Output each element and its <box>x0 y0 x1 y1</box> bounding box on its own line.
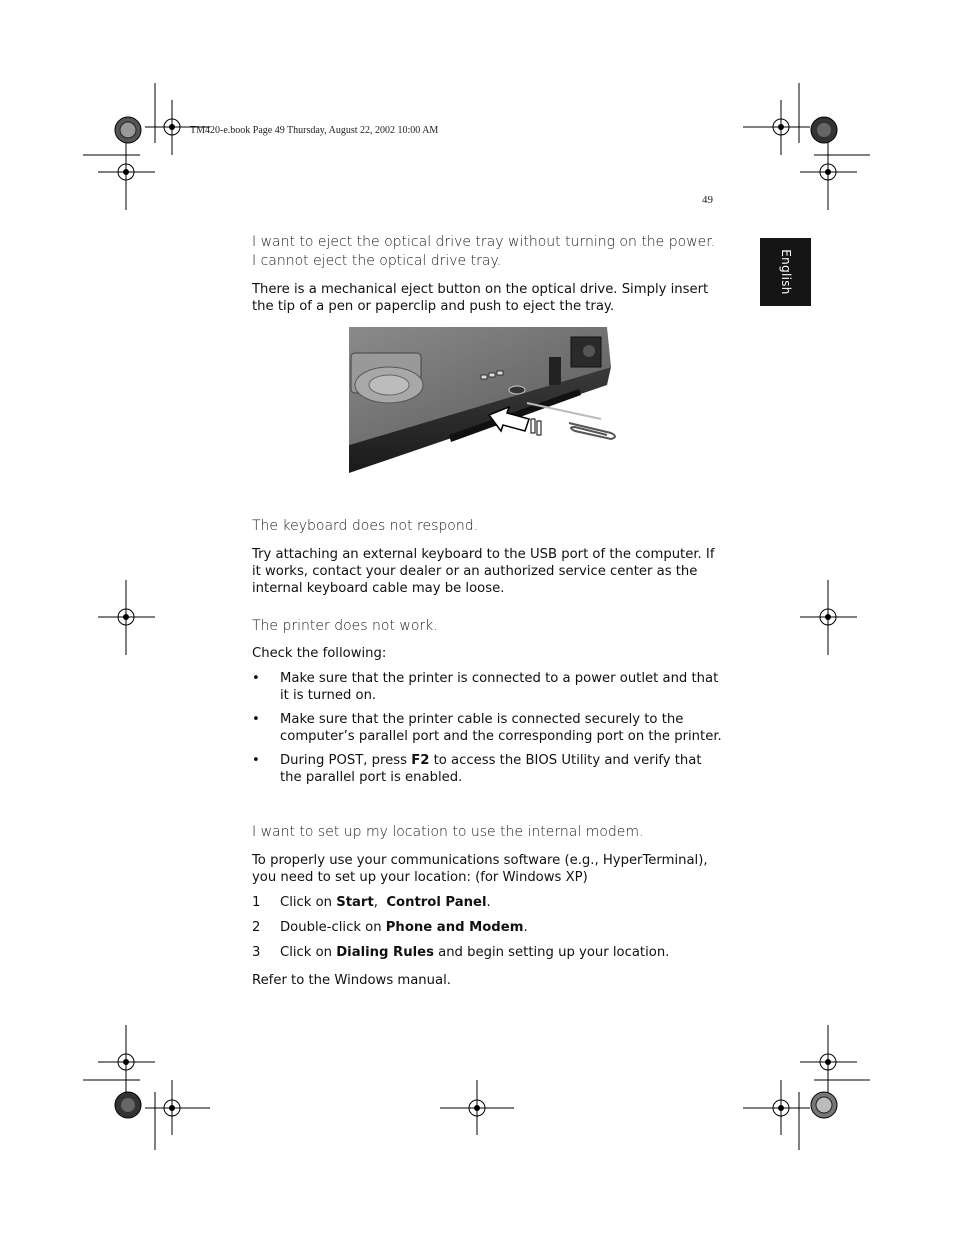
question-heading: The printer does not work. <box>252 618 438 634</box>
question-heading: I want to eject the optical drive tray without turning on the power. I cannot eject the optical drive tray. <box>252 234 716 269</box>
list-item-pre: During POST, press <box>280 753 412 768</box>
section-keyboard <box>252 517 722 597</box>
section-printer <box>252 617 722 786</box>
answer-text: There is a mechanical eject button on the optical drive. Simply insert the tip of a pen or paperclip and push to eject the tray. <box>252 282 709 314</box>
answer-text: To properly use your communications software (e.g., HyperTerminal), you need to set up your location: (for Windows XP) <box>252 853 708 885</box>
answer-text: Try attaching an external keyboard to the USB port of the computer. If it works, contact your dealer or an authorized service center as the internal keyboard cable may be loose. <box>252 547 715 596</box>
list-item-text: Make sure that the printer cable is connected securely to the computer’s parallel port and the corresponding port on the printer. <box>280 712 722 744</box>
step-item <box>252 919 722 936</box>
step-item <box>252 894 722 911</box>
closing-text: Refer to the Windows manual. <box>252 973 451 988</box>
step-text: Click on <box>280 895 337 910</box>
modem-steps <box>252 894 722 961</box>
list-item-post: to access the BIOS Utility and verify that the parallel port is enabled. <box>280 753 702 785</box>
ui-label: Control Panel <box>386 895 487 910</box>
page-number: 49 <box>702 194 713 206</box>
answer-text: Check the following: <box>252 646 387 661</box>
ui-label: Phone and Modem <box>385 920 524 935</box>
step-text: Click on <box>280 945 337 960</box>
header-file-line: TM420-e.book Page 49 Thursday, August 22, 2002 10:00 AM <box>190 125 439 136</box>
list-item-text: Make sure that the printer is connected to a power outlet and that it is turned on. <box>280 671 719 703</box>
step-text: and begin setting up your location. <box>433 945 670 960</box>
section-modem <box>252 823 722 989</box>
list-item <box>252 711 722 745</box>
list-item <box>252 670 722 704</box>
bullet-mark: • <box>252 712 260 727</box>
ui-label: Dialing Rules <box>336 945 434 960</box>
section-eject <box>252 233 722 315</box>
step-item <box>252 944 722 961</box>
step-number: 1 <box>252 895 261 910</box>
step-number: 2 <box>252 920 261 935</box>
language-tab-label: English <box>778 249 793 295</box>
printer-checklist <box>252 670 722 786</box>
bullet-mark: • <box>252 671 260 686</box>
optical-drive-illustration <box>349 327 617 473</box>
step-text: Double-click on <box>280 920 386 935</box>
question-heading: I want to set up my location to use the internal modem. <box>252 824 644 840</box>
key-name: F2 <box>411 753 430 768</box>
bullet-mark: • <box>252 753 260 768</box>
step-number: 3 <box>252 945 261 960</box>
step-text: . <box>486 895 491 910</box>
ui-label: Start <box>336 895 374 910</box>
language-tab <box>760 238 811 306</box>
question-heading: The keyboard does not respond. <box>252 518 479 534</box>
step-text: . <box>523 920 528 935</box>
list-item <box>252 752 722 786</box>
step-text: , <box>373 895 387 910</box>
